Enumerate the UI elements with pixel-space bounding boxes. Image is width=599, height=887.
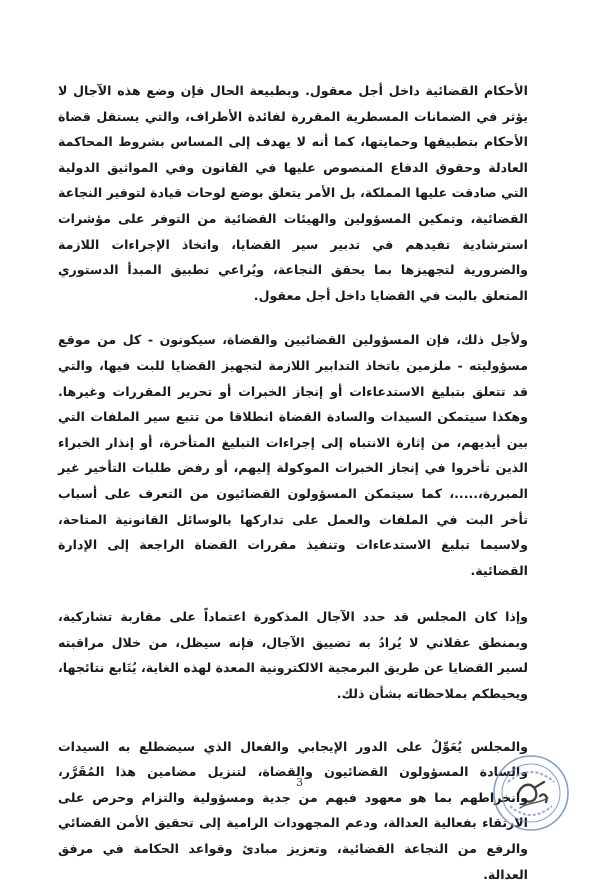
official-stamp-icon [490,752,572,834]
paragraph-4: والمجلس يُعَوِّلُ على الدور الإيجابي والفعال الذي سيضطلع به السيدات والسادة المسؤولون القضائيون والقضاة، لتنزيل مضامين هذا المُقَرَّر، وانخراطهم بما هو معهود فيهم من جدية ومسؤولية والتزام وحرص على الارتقاء بفعالية العدالة، ودعم المجهودات الرامية إلى تحقيق الأمن القضائي والرفع من النجاعة القضائية، وتعزيز مبادئ وقواعد الحكامة في مرفق العدالة. [58,738,528,882]
paragraph-1: الأحكام القضائية داخل أجل معقول. وبطبيعة الحال فإن وضع هذه الآجال لا يؤثر في الضمانات المسطرية المقررة لفائدة الأطراف، والتي يستقل قضاة الأحكام بتطبيقها وحمايتها، كما أنه لا يهدف إلى المساس بشروط المحاكمة العادلة وحقوق الدفاع المنصوص عليها في القانون وفي المواثيق الدولية التي صادقت عليها المملكة، بل الأمر يتعلق بوضع لوحات قيادة لتوفير النجاعة القضائية، وتمكين المسؤولين والهيئات القضائية من التوفر على مؤشرات استرشادية تفيدهم في تدبير سير القضايا، واتخاذ الإجراءات اللازمة والضرورية لتجهيزها بما يحقق النجاعة، ويُراعي تطبيق المبدأ الدستوري المتعلق بالبت في القضايا داخل أجل معقول. [58,83,528,303]
paragraph-2: ولأجل ذلك، فإن المسؤولين القضائيين والقضاة، سيكونون - كل من موقع مسؤوليته - ملزمين باتخاذ التدابير اللازمة لتجهيز القضايا للبت فيها، والتي قد تتعلق بتبليغ الاستدعاءات أو إنجاز الخبرات أو تحرير المقررات وغيرها. وهكذا سيتمكن السيدات والسادة القضاة انطلاقا من تتبع سير الملفات التي بين أيديهم، من إثارة الانتباه إلى إجراءات التبليغ المتأخرة، أو إنذار الخبراء الذين تأخروا في إنجاز الخبرات الموكولة إليهم، أو رفض طلبات التأخير غير المبررة،.....، كما سيتمكن المسؤولون القضائيون من التعرف على أسباب تأخر البت في الملفات والعمل على تداركها بالوسائل القانونية المتاحة، ولاسيما تبليغ الاستدعاءات وتنفيذ مقررات القضاة الراجعة إلى الإدارة القضائية. [58,332,528,578]
paragraph-3: وإذا كان المجلس قد حدد الآجال المذكورة اعتماداً على مقاربة تشاركية، وبمنطق عقلاني لا يُرادُ به تضييق الآجال، فإنه سيظل، من خلال مراقبته لسير القضايا عن طريق البرمجية الالكترونية المعدة لهذه الغاية، يُتَابع نتائجها، ويحيطكم بملاحظاته بشأن ذلك. [58,609,528,702]
page-number: 3 [296,776,303,789]
document-body [58,78,528,887]
